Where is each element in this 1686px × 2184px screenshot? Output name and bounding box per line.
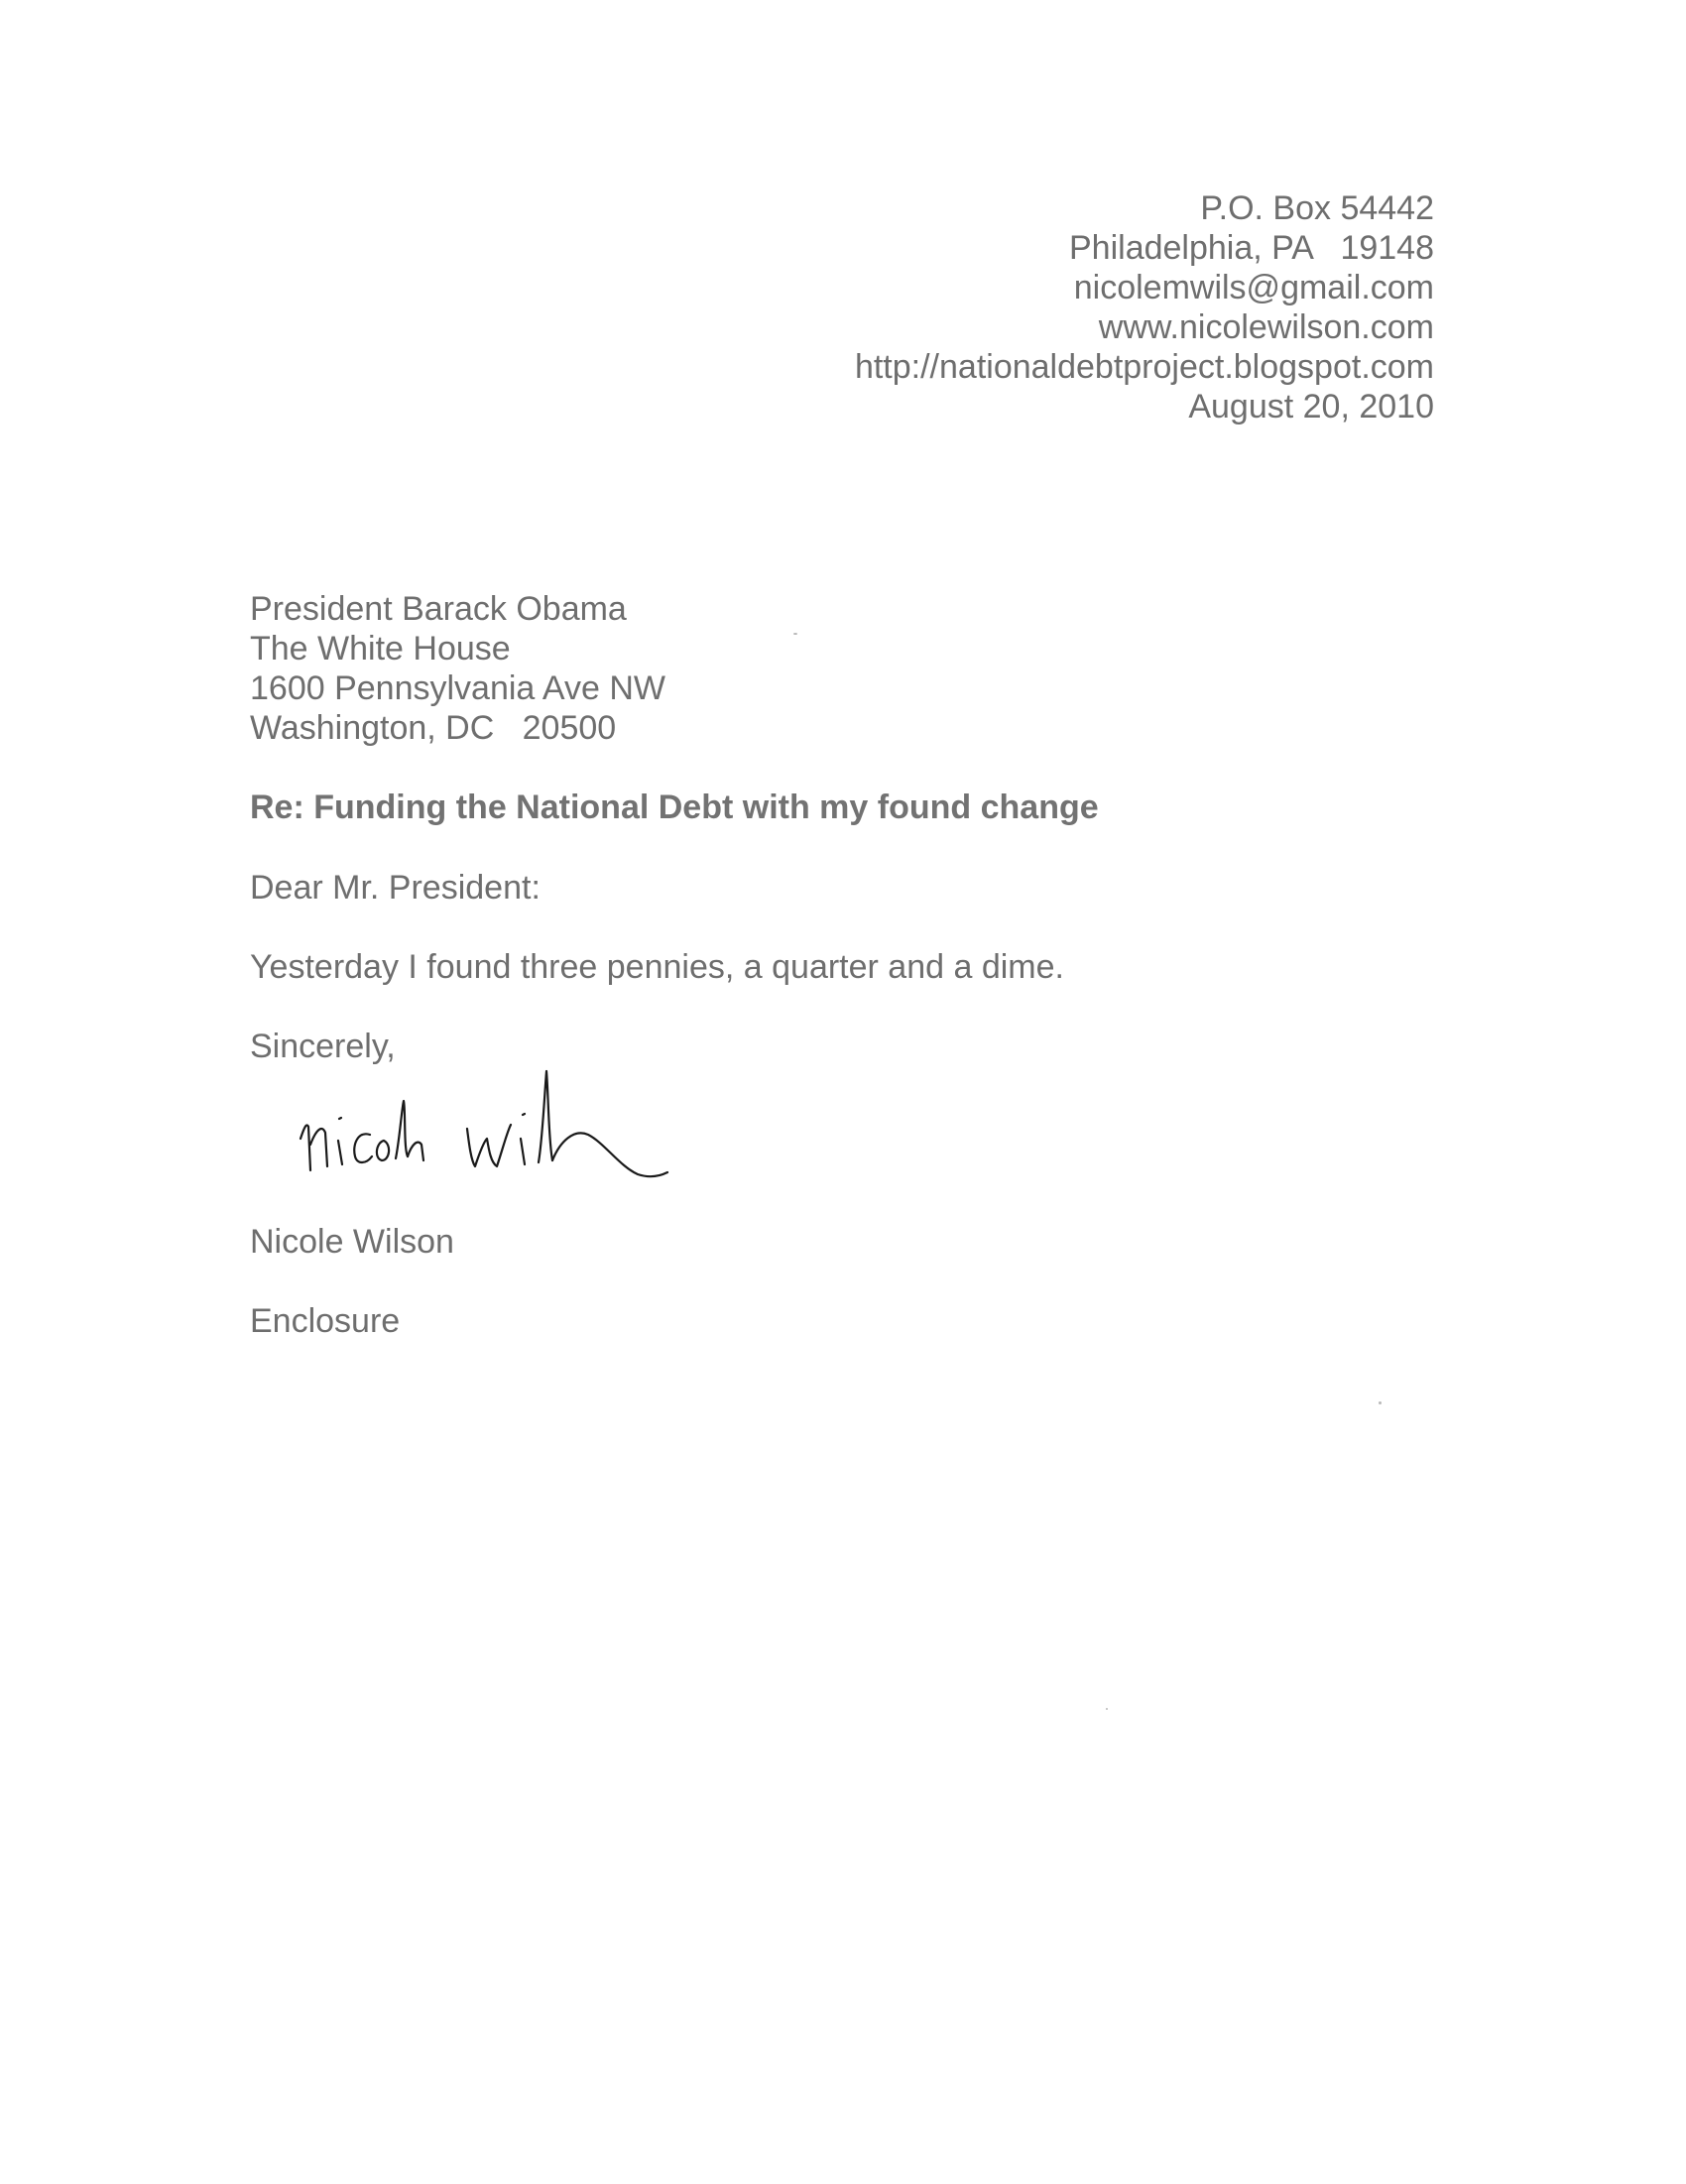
- sender-website: www.nicolewilson.com: [1098, 308, 1434, 346]
- recipient-organization: The White House: [250, 630, 511, 667]
- sender-city-state-zip: Philadelphia, PA 19148: [1069, 229, 1434, 267]
- closing: Sincerely,: [250, 1028, 396, 1065]
- scan-speck: [1379, 1401, 1382, 1404]
- recipient-street: 1600 Pennsylvania Ave NW: [250, 669, 665, 707]
- scan-speck: [793, 633, 797, 635]
- scan-speck: [1106, 1708, 1108, 1710]
- signer-name: Nicole Wilson: [250, 1223, 454, 1261]
- recipient-name: President Barack Obama: [250, 590, 627, 628]
- letter-date: August 20, 2010: [1188, 388, 1434, 425]
- sender-blog-url: http://nationaldebtproject.blogspot.com: [854, 348, 1434, 386]
- handwritten-signature: [293, 1049, 808, 1198]
- subject-line: Re: Funding the National Debt with my found change: [250, 789, 1099, 826]
- sender-email: nicolemwils@gmail.com: [1073, 269, 1434, 306]
- salutation: Dear Mr. President:: [250, 869, 541, 907]
- recipient-city-state-zip: Washington, DC 20500: [250, 709, 617, 747]
- sender-po-box: P.O. Box 54442: [1200, 189, 1434, 227]
- recipient-address-block: [250, 589, 665, 748]
- letter-body: Yesterday I found three pennies, a quarter and a dime.: [250, 948, 1064, 986]
- enclosure-note: Enclosure: [250, 1302, 401, 1340]
- sender-address-block: [855, 188, 1434, 426]
